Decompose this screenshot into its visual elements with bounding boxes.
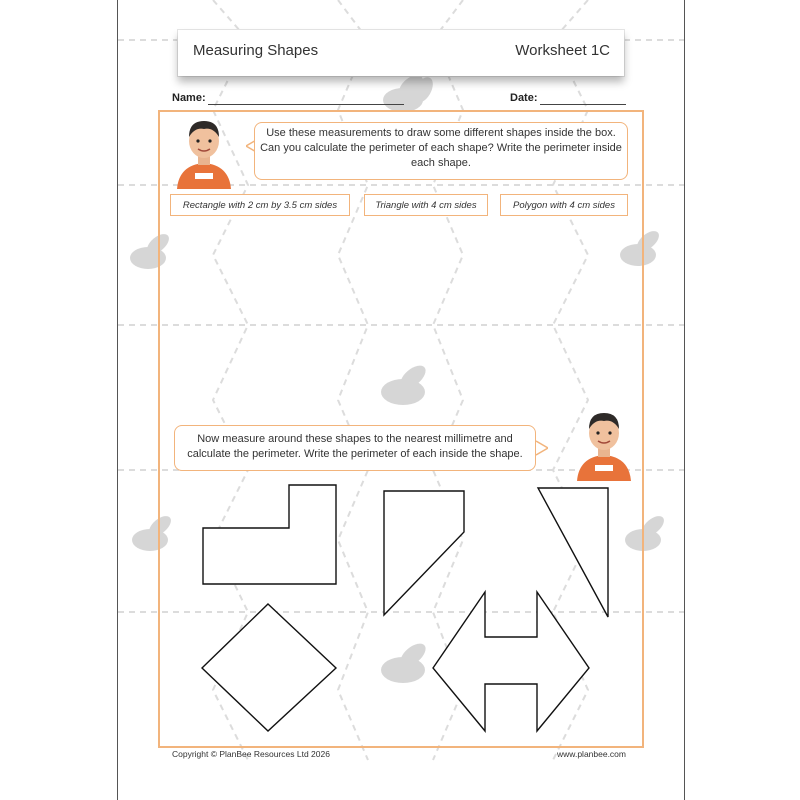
website-link[interactable]: www.planbee.com bbox=[557, 749, 626, 759]
worksheet-number: Worksheet 1C bbox=[515, 42, 610, 59]
measuring-shapes-area bbox=[118, 0, 684, 800]
instruction-bubble-draw: Use these measurements to draw some different shapes inside the box. Can you calculate the perimeter of each shape? Write the perimeter inside each shape. bbox=[254, 122, 628, 180]
chip-rectangle: Rectangle with 2 cm by 3.5 cm sides bbox=[170, 194, 350, 216]
double-arrow-polygon bbox=[433, 592, 589, 731]
name-label: Name: bbox=[172, 92, 206, 104]
copyright-text: Copyright © PlanBee Resources Ltd 2026 bbox=[172, 749, 330, 759]
right-triangle-polygon bbox=[538, 488, 608, 617]
diamond-polygon bbox=[202, 604, 336, 731]
worksheet-page bbox=[117, 0, 685, 800]
chip-triangle: Triangle with 4 cm sides bbox=[364, 194, 488, 216]
chip-polygon: Polygon with 4 cm sides bbox=[500, 194, 628, 216]
date-label: Date: bbox=[510, 92, 538, 104]
trapezoid-shape-polygon bbox=[384, 491, 464, 615]
page-title: Measuring Shapes bbox=[193, 42, 319, 59]
instruction-bubble-measure: Now measure around these shapes to the nearest millimetre and calculate the perimeter. Write the perimeter of each inside the shape. bbox=[174, 425, 536, 471]
l-shape-polygon bbox=[203, 485, 336, 584]
